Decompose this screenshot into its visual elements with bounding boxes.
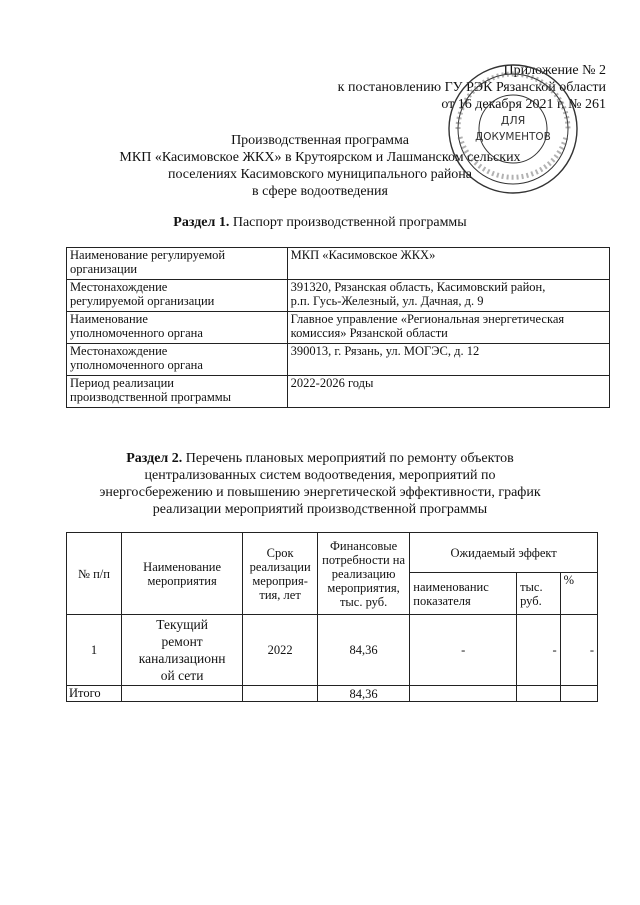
header-financial-needs: Финансовые потребности на реализацию мероприятия, тыс. руб. <box>317 533 409 615</box>
table-row <box>67 615 598 686</box>
total-amount: 84,36 <box>317 686 409 702</box>
passport-value: 390013, г. Рязань, ул. МОГЭС, д. 12 <box>287 344 609 376</box>
document-stamp <box>446 62 580 196</box>
row-year: 2022 <box>243 615 318 686</box>
stamp-inner-ring <box>479 95 547 163</box>
stamp-middle-ring <box>458 74 568 184</box>
row-pct: - <box>560 615 597 686</box>
section-2-title: Перечень плановых мероприятий по ремонту объектов <box>182 451 514 466</box>
section-2-title-line-4: реализации мероприятий производственной программы <box>152 502 488 517</box>
stamp-outer-ring <box>449 65 577 193</box>
section-1-heading <box>0 215 640 231</box>
appendix-number: Приложение № 2 <box>503 63 606 78</box>
passport-value: 391320, Рязанская область, Касимовский район, р.п. Гусь-Железный, ул. Дачная, д. 9 <box>287 280 609 312</box>
table-row <box>67 344 610 376</box>
table-row <box>67 376 610 408</box>
resolution-reference: к постановлению ГУ РЭК Рязанской области <box>337 80 606 95</box>
header-thousand-rub: тыс. руб. <box>517 573 561 615</box>
row-indicator: - <box>410 615 517 686</box>
program-title-line-4: в сфере водоотведения <box>252 184 388 199</box>
program-title-line-3: поселениях Касимовского муниципального района <box>167 167 473 182</box>
section-1-title: Паспорт производственной программы <box>229 215 467 230</box>
row-rub: - <box>517 615 561 686</box>
row-num: 1 <box>67 615 122 686</box>
section-1-label: Раздел 1. <box>173 215 230 230</box>
passport-key: Наименование регулируемой организации <box>67 248 288 280</box>
stamp-text-1: ДЛЯ <box>500 114 526 127</box>
passport-key: Местонахождение уполномоченного органа <box>67 344 288 376</box>
header-measure-name: Наименование мероприятия <box>121 533 242 615</box>
passport-key: Наименование уполномоченного органа <box>67 312 288 344</box>
passport-table <box>66 247 610 408</box>
section-2-label: Раздел 2. <box>126 451 183 466</box>
table-row <box>67 280 610 312</box>
program-title-line-2: МКП «Касимовское ЖКХ» в Крутоярском и Лашманском сельских <box>119 150 521 165</box>
header-term: Срок реализации мероприя- тия, лет <box>243 533 318 615</box>
passport-value: Главное управление «Региональная энергетическая комиссия» Рязанской области <box>287 312 609 344</box>
program-title: Производственная программа <box>231 133 409 148</box>
resolution-date: от 16 декабря 2021 г. № 261 <box>441 97 606 112</box>
stamp-text-2: ДОКУМЕНТОВ <box>475 131 551 143</box>
total-label: Итого <box>67 686 122 702</box>
header-percent: % <box>560 573 597 615</box>
stamp-ring-texture <box>460 137 566 177</box>
header-indicator-name: наименованис показателя <box>410 573 517 615</box>
section-2-title-line-3: энергосбережению и повышению энергетической эффективности, график <box>99 485 541 500</box>
table-row <box>67 248 610 280</box>
table-total-row <box>67 686 598 702</box>
table-row <box>67 312 610 344</box>
passport-key: Период реализации производственной программы <box>67 376 288 408</box>
header-num: № п/п <box>67 533 122 615</box>
section-2-heading <box>0 451 640 467</box>
measures-table <box>66 532 598 702</box>
row-measure-name: Текущий ремонт канализационн ой сети <box>121 615 242 686</box>
header-expected-effect: Ожидаемый эффект <box>410 533 598 573</box>
passport-key: Местонахождение регулируемой организации <box>67 280 288 312</box>
section-2-title-line-2: централизованных систем водоотведения, мероприятий по <box>144 468 496 483</box>
table-header-row <box>67 533 598 573</box>
passport-value: 2022-2026 годы <box>287 376 609 408</box>
passport-value: МКП «Касимовское ЖКХ» <box>287 248 609 280</box>
row-amount: 84,36 <box>317 615 409 686</box>
